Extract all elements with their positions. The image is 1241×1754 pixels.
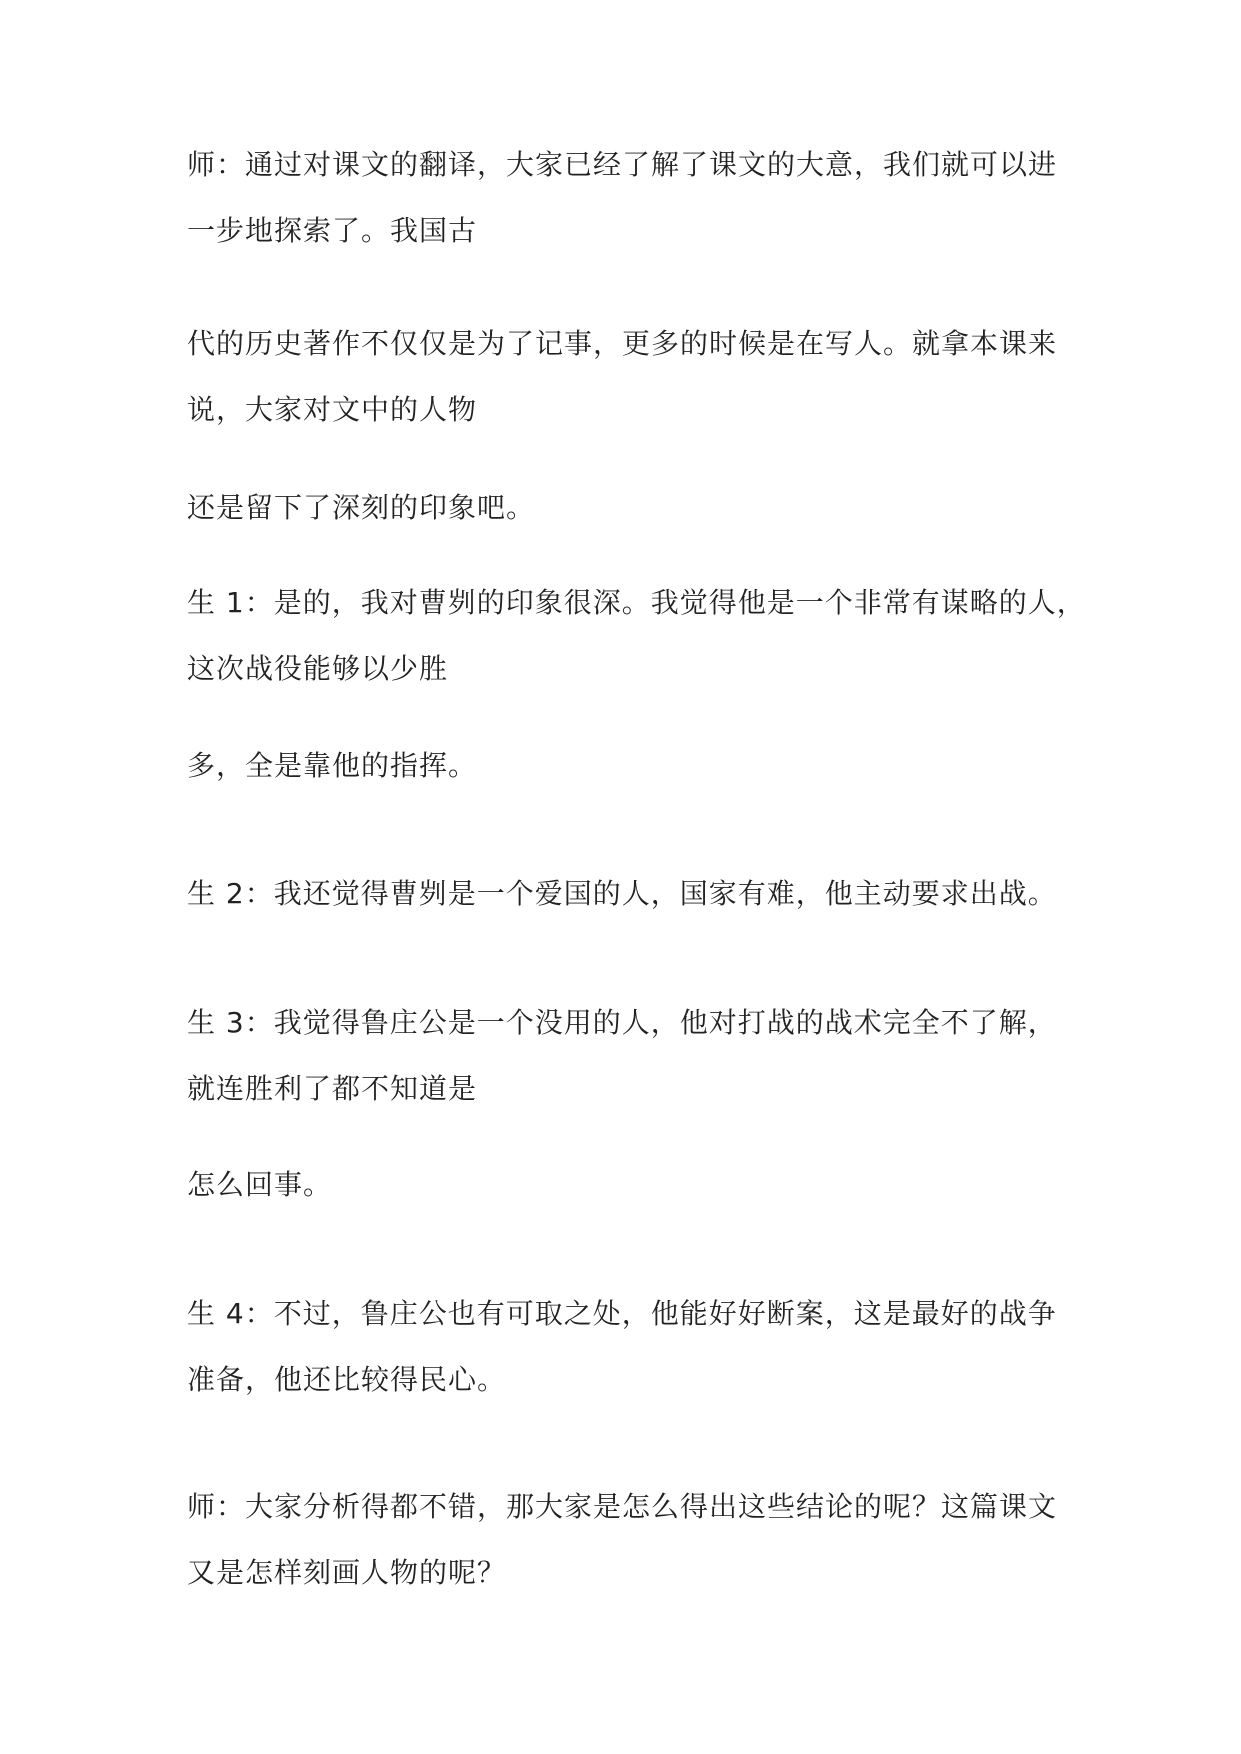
text-line: 代的历史著作不仅仅是为了记事，更多的时候是在写人。就拿本课来 [187,327,1058,360]
paragraph-teacher-question [187,1474,1067,1606]
text-line: 生 3：我觉得鲁庄公是一个没用的人，他对打战的战术完全不了解， [187,1006,1057,1039]
paragraph-impression [187,475,1067,541]
text-line: 师：大家分析得都不错，那大家是怎么得出这些结论的呢？这篇课文 [187,1490,1058,1523]
text-line: 怎么回事。 [187,1168,333,1201]
paragraph-student-2 [187,861,1067,927]
text-line: 师：通过对课文的翻译，大家已经了解了课文的大意，我们就可以进 [187,148,1058,181]
paragraph-student-1-cont [187,733,1067,799]
text-line: 生 4：不过，鲁庄公也有可取之处，他能好好断案，这是最好的战争 [187,1297,1057,1330]
text-line: 就连胜利了都不知道是 [187,1072,478,1105]
text-line: 一步地探索了。我国古 [187,214,478,247]
paragraph-student-1 [187,570,1086,702]
paragraph-student-3 [187,990,1067,1122]
text-line: 准备，他还比较得民心。 [187,1363,507,1396]
text-line: 生 1：是的，我对曹刿的印象很深。我觉得他是一个非常有谋略的人， [187,586,1086,619]
text-line: 说，大家对文中的人物 [187,393,478,426]
paragraph-student-3-cont [187,1152,1067,1218]
paragraph-teacher-intro [187,132,1067,264]
text-line: 生 2：我还觉得曹刿是一个爱国的人，国家有难，他主动要求出战。 [187,877,1057,910]
paragraph-history-writing [187,311,1067,443]
text-line: 还是留下了深刻的印象吧。 [187,491,536,524]
paragraph-student-4 [187,1281,1067,1413]
text-line: 又是怎样刻画人物的呢？ [187,1556,507,1589]
text-line: 多，全是靠他的指挥。 [187,749,478,782]
text-line: 这次战役能够以少胜 [187,652,449,685]
